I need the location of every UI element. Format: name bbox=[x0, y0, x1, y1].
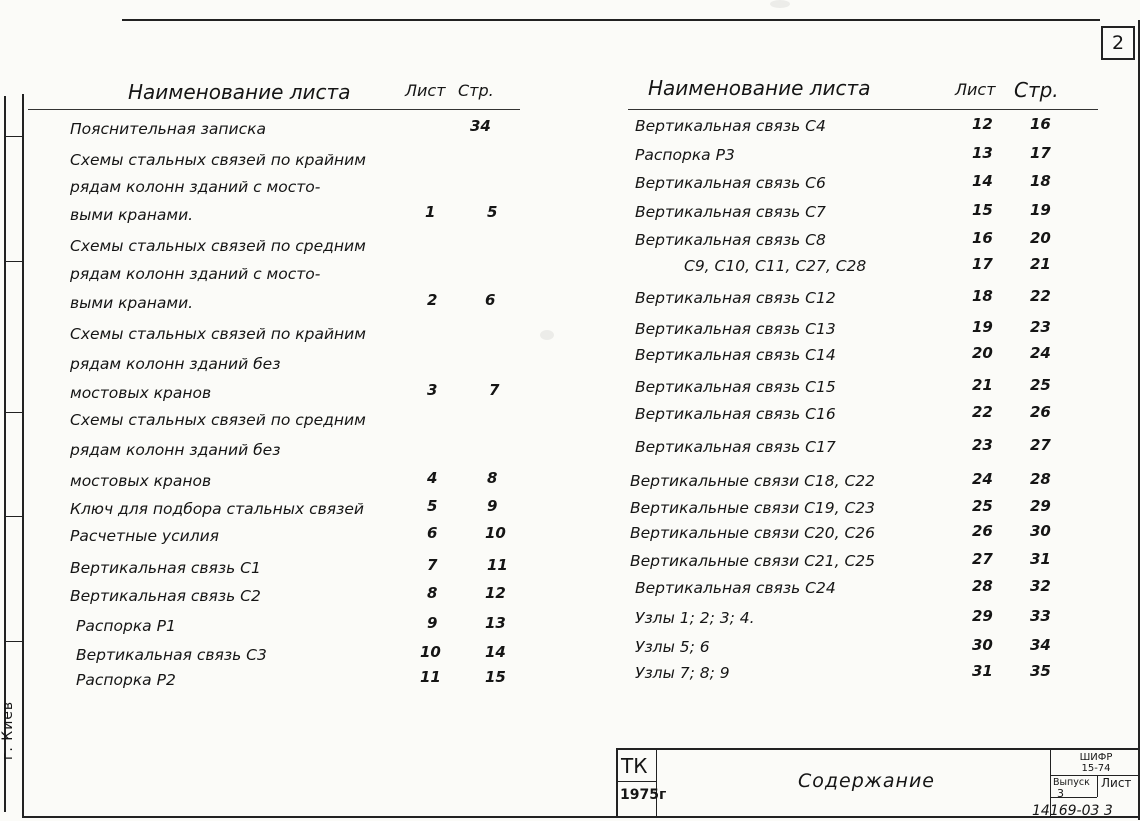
left-entry-line: Схемы стальных связей по крайним bbox=[70, 151, 366, 169]
left-entry-line: Схемы стальных связей по крайним bbox=[70, 325, 366, 343]
right-entry-page: 24 bbox=[1030, 344, 1051, 362]
right-entry-sheet: 15 bbox=[972, 201, 993, 219]
left-entry-line: рядам колонн зданий с мосто- bbox=[70, 265, 321, 283]
issue-number: 3 bbox=[1057, 787, 1064, 800]
cipher-value: 15-74 bbox=[1081, 763, 1111, 774]
left-entry-sheet: 3 bbox=[427, 381, 438, 399]
right-entry-sheet: 25 bbox=[972, 497, 993, 515]
right-entry-page: 19 bbox=[1030, 201, 1051, 219]
left-header-name: Наименование листа bbox=[128, 80, 351, 104]
left-entry-line: Схемы стальных связей по средним bbox=[70, 237, 366, 255]
right-entry-name: С9, С10, С11, С27, С28 bbox=[684, 257, 867, 275]
right-entry-name: Вертикальная связь С13 bbox=[635, 320, 836, 338]
right-entry-name: Вертикальная связь С7 bbox=[635, 203, 826, 221]
right-entry-page: 17 bbox=[1030, 144, 1051, 162]
right-entry-page: 30 bbox=[1030, 522, 1051, 540]
right-entry-name: Узлы 5; 6 bbox=[635, 638, 710, 656]
left-entry-sheet: 2 bbox=[427, 291, 438, 309]
left-entry-sheet: 4 bbox=[427, 469, 438, 487]
right-entry-page: 20 bbox=[1030, 229, 1051, 247]
left-entry-page: 5 bbox=[487, 203, 498, 221]
right-entry-page: 27 bbox=[1030, 436, 1051, 454]
left-entry-sheet: 1 bbox=[425, 203, 436, 221]
left-entry-sheet: 11 bbox=[420, 668, 441, 686]
left-entry-page: 13 bbox=[485, 614, 506, 632]
right-entry-sheet: 17 bbox=[972, 255, 993, 273]
right-entry-name: Вертикальные связи С18, С22 bbox=[630, 472, 876, 490]
left-entry-line: Распорка Р1 bbox=[76, 617, 176, 635]
right-entry-sheet: 12 bbox=[972, 115, 993, 133]
left-entry-page: 9 bbox=[487, 497, 498, 515]
left-entry-sheet: 10 bbox=[420, 643, 441, 661]
left-entry-page: 10 bbox=[485, 524, 506, 542]
left-entry-page: 14 bbox=[485, 643, 506, 661]
left-entry-line: Вертикальная связь С3 bbox=[76, 646, 267, 664]
right-entry-page: 21 bbox=[1030, 255, 1051, 273]
left-entry-page: 34 bbox=[470, 117, 491, 135]
city-stamp: г. Киев bbox=[0, 700, 16, 760]
left-entry-sheet: 7 bbox=[427, 556, 438, 574]
org-cell bbox=[618, 750, 667, 818]
cipher-label: ШИФР bbox=[1079, 752, 1113, 763]
right-entry-name: Вертикальные связи С19, С23 bbox=[630, 499, 876, 517]
right-entry-name: Вертикальная связь С6 bbox=[635, 174, 826, 192]
right-header-rule bbox=[628, 109, 1098, 110]
right-entry-page: 25 bbox=[1030, 376, 1051, 394]
left-entry-line: Распорка Р2 bbox=[76, 671, 176, 689]
issue-label: Выпуск bbox=[1053, 777, 1090, 788]
right-entry-name: Вертикальная связь С15 bbox=[635, 378, 836, 396]
document-code: 14169-03 3 bbox=[1032, 803, 1113, 819]
scan-speck bbox=[770, 0, 790, 8]
left-entry-page: 7 bbox=[489, 381, 500, 399]
left-entry-line: Ключ для подбора стальных связей bbox=[70, 500, 364, 518]
right-entry-page: 22 bbox=[1030, 287, 1051, 305]
right-header-page: Стр. bbox=[1014, 78, 1059, 102]
sheet-label: Лист bbox=[1101, 776, 1132, 790]
top-border bbox=[122, 19, 1100, 21]
left-entry-line: Вертикальная связь С1 bbox=[70, 559, 261, 577]
left-entry-line: рядам колонн зданий без bbox=[70, 355, 281, 373]
right-entry-sheet: 29 bbox=[972, 607, 993, 625]
right-entry-name: Вертикальная связь С4 bbox=[635, 117, 826, 135]
right-entry-page: 18 bbox=[1030, 172, 1051, 190]
right-header-sheet: Лист bbox=[955, 80, 996, 99]
left-entry-line: мостовых кранов bbox=[70, 384, 212, 402]
right-entry-name: Вертикальные связи С20, С26 bbox=[630, 524, 876, 542]
right-entry-page: 33 bbox=[1030, 607, 1051, 625]
right-entry-name: Вертикальные связи С21, С25 bbox=[630, 552, 876, 570]
right-entry-name: Узлы 1; 2; 3; 4. bbox=[635, 609, 755, 627]
left-entry-sheet: 9 bbox=[427, 614, 438, 632]
right-entry-sheet: 16 bbox=[972, 229, 993, 247]
right-entry-page: 29 bbox=[1030, 497, 1051, 515]
right-entry-sheet: 18 bbox=[972, 287, 993, 305]
right-entry-sheet: 14 bbox=[972, 172, 993, 190]
page-number: 2 bbox=[1101, 26, 1135, 60]
right-entry-sheet: 20 bbox=[972, 344, 993, 362]
left-entry-page: 15 bbox=[485, 668, 506, 686]
left-header-sheet: Лист bbox=[405, 81, 446, 100]
right-entry-name: Вертикальная связь С17 bbox=[635, 438, 836, 456]
left-header-page: Стр. bbox=[458, 81, 494, 100]
right-entry-page: 26 bbox=[1030, 403, 1051, 421]
right-header-name: Наименование листа bbox=[648, 76, 871, 100]
right-entry-page: 34 bbox=[1030, 636, 1051, 654]
right-entry-page: 35 bbox=[1030, 662, 1051, 680]
left-entry-sheet: 6 bbox=[427, 524, 438, 542]
right-entry-page: 16 bbox=[1030, 115, 1051, 133]
right-entry-page: 31 bbox=[1030, 550, 1051, 568]
right-entry-name: Узлы 7; 8; 9 bbox=[635, 664, 730, 682]
right-entry-name: Вертикальная связь С14 bbox=[635, 346, 836, 364]
right-entry-sheet: 19 bbox=[972, 318, 993, 336]
left-entry-page: 8 bbox=[487, 469, 498, 487]
left-entry-line: выми кранами. bbox=[70, 294, 194, 312]
org-code: ТК bbox=[621, 754, 648, 778]
left-entry-line: Схемы стальных связей по средним bbox=[70, 411, 366, 429]
left-entry-page: 6 bbox=[485, 291, 496, 309]
left-entry-line: рядам колонн зданий без bbox=[70, 441, 281, 459]
left-entry-line: Пояснительная записка bbox=[70, 120, 267, 138]
year: 1975г bbox=[620, 787, 667, 803]
right-entry-sheet: 21 bbox=[972, 376, 993, 394]
right-entry-page: 28 bbox=[1030, 470, 1051, 488]
left-entry-sheet: 8 bbox=[427, 584, 438, 602]
right-entry-name: Вертикальная связь С24 bbox=[635, 579, 836, 597]
left-entry-line: Расчетные усилия bbox=[70, 527, 219, 545]
left-entry-line: выми кранами. bbox=[70, 206, 194, 224]
scan-speck bbox=[540, 330, 554, 340]
left-entry-page: 11 bbox=[487, 556, 508, 574]
right-entry-sheet: 26 bbox=[972, 522, 993, 540]
left-entry-page: 12 bbox=[485, 584, 506, 602]
right-entry-sheet: 13 bbox=[972, 144, 993, 162]
right-entry-sheet: 31 bbox=[972, 662, 993, 680]
right-entry-sheet: 23 bbox=[972, 436, 993, 454]
right-entry-name: Вертикальная связь С16 bbox=[635, 405, 836, 423]
right-entry-sheet: 22 bbox=[972, 403, 993, 421]
right-entry-sheet: 30 bbox=[972, 636, 993, 654]
right-entry-sheet: 28 bbox=[972, 577, 993, 595]
sheet-title: Содержание bbox=[798, 770, 935, 792]
right-entry-name: Вертикальная связь С12 bbox=[635, 289, 836, 307]
left-entry-line: Вертикальная связь С2 bbox=[70, 587, 261, 605]
right-entry-sheet: 27 bbox=[972, 550, 993, 568]
left-entry-line: рядам колонн зданий с мосто- bbox=[70, 178, 321, 196]
left-entry-sheet: 5 bbox=[427, 497, 438, 515]
right-entry-page: 23 bbox=[1030, 318, 1051, 336]
right-entry-page: 32 bbox=[1030, 577, 1051, 595]
right-entry-sheet: 24 bbox=[972, 470, 993, 488]
right-entry-name: Распорка Р3 bbox=[635, 146, 735, 164]
cipher bbox=[1051, 752, 1140, 774]
left-header-rule bbox=[28, 109, 520, 110]
left-entry-line: мостовых кранов bbox=[70, 472, 212, 490]
right-entry-name: Вертикальная связь С8 bbox=[635, 231, 826, 249]
